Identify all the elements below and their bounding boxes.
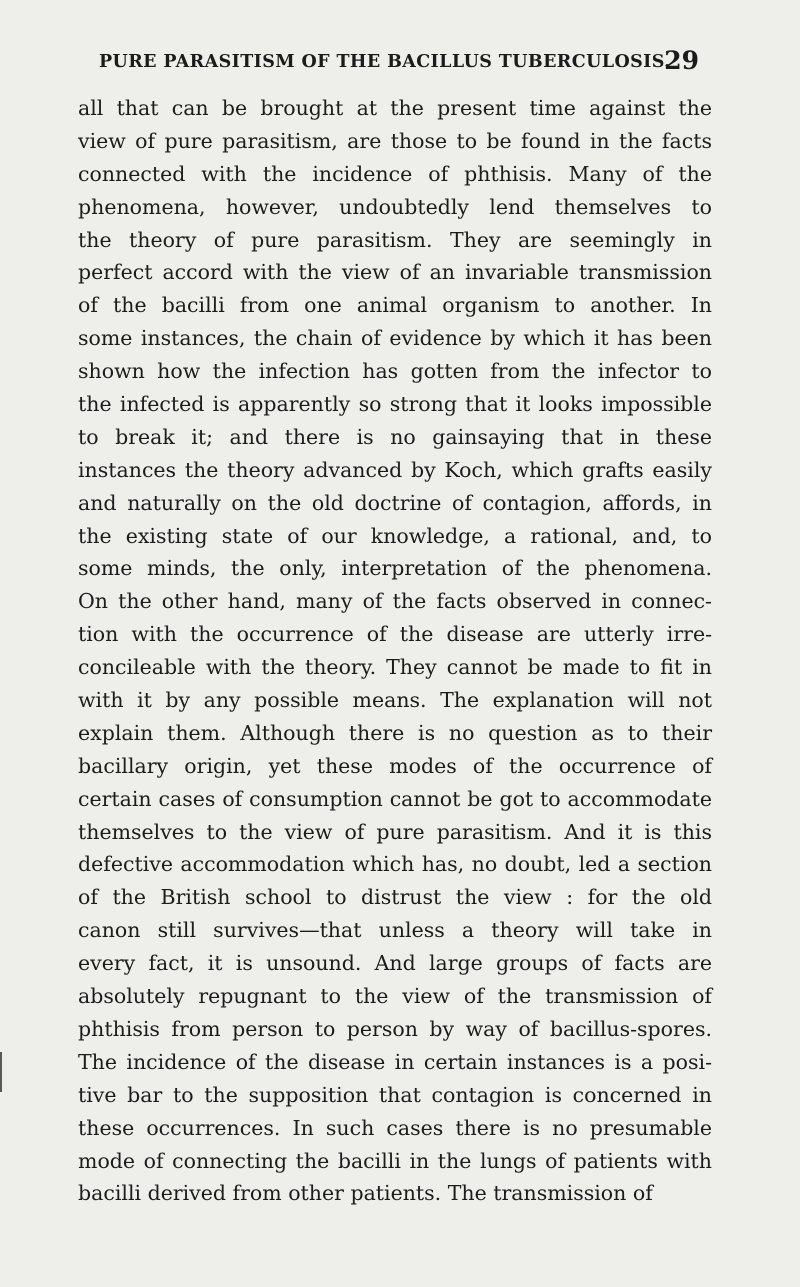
scan-edge-mark — [0, 1052, 2, 1092]
text-line: canon still survives—that unless a theory will take in — [78, 918, 712, 943]
text-line: the existing state of our knowledge, a rational, and, to — [78, 523, 712, 548]
text-line: On the other hand, many of the facts observed in connec- — [78, 589, 712, 614]
text-line: instances the theory advanced by Koch, which grafts easily — [78, 457, 712, 482]
text-line: all that can be brought at the present time against the — [78, 96, 712, 120]
text-line: these occurrences. In such cases there is no presumable — [78, 1115, 712, 1140]
text-line: concileable with the theory. They cannot be made to fit in — [78, 655, 712, 680]
text-line: phenomena, however, undoubtedly lend themselves to — [78, 194, 712, 219]
text-line: some instances, the chain of evidence by which it has been — [78, 326, 712, 351]
text-line: themselves to the view of pure parasitism. And it is this — [78, 819, 712, 844]
text-line: tive bar to the supposition that contagion is concerned in — [78, 1082, 712, 1107]
text-line: view of pure parasitism, are those to be found in the facts — [78, 128, 712, 153]
text-line: tion with the occurrence of the disease are utterly irre- — [78, 622, 712, 647]
text-line: of the British school to distrust the view : for the old — [78, 885, 712, 910]
text-line: some minds, the only, interpretation of the phenomena. — [78, 556, 712, 581]
text-line: The incidence of the disease in certain instances is a posi- — [78, 1049, 712, 1074]
text-line: mode of connecting the bacilli in the lungs of patients with — [78, 1148, 712, 1173]
running-head — [99, 46, 699, 86]
text-line: certain cases of consumption cannot be got to accommodate — [78, 786, 712, 811]
text-line: explain them. Although there is no question as to their — [78, 720, 712, 745]
text-line: to break it; and there is no gainsaying that in these — [78, 424, 712, 449]
text-line: every fact, it is unsound. And large groups of facts are — [78, 951, 712, 976]
text-line: bacillary origin, yet these modes of the occurrence of — [78, 753, 712, 778]
page-number: 29 — [664, 46, 699, 75]
text-line: defective accommodation which has, no doubt, led a section — [78, 852, 712, 877]
text-line: phthisis from person to person by way of bacillus-spores. — [78, 1016, 712, 1041]
text-line: perfect accord with the view of an invariable transmission — [78, 260, 712, 285]
text-line: connected with the incidence of phthisis. Many of the — [78, 161, 712, 186]
text-line: shown how the infection has gotten from the infector to — [78, 359, 712, 384]
text-line: and naturally on the old doctrine of contagion, affords, in — [78, 490, 712, 515]
text-line: the infected is apparently so strong that it looks impossible — [78, 392, 712, 417]
body-text — [78, 92, 712, 1210]
text-line: with it by any possible means. The explanation will not — [78, 688, 712, 713]
text-line: bacilli derived from other patients. The transmission of — [78, 1181, 653, 1206]
text-line: the theory of pure parasitism. They are seemingly in — [78, 227, 712, 252]
text-line: of the bacilli from one animal organism to another. In — [78, 293, 712, 318]
running-title: PURE PARASITISM OF THE BACILLUS TUBERCULOSIS. — [99, 52, 671, 72]
text-line: absolutely repugnant to the view of the transmission of — [78, 984, 712, 1009]
